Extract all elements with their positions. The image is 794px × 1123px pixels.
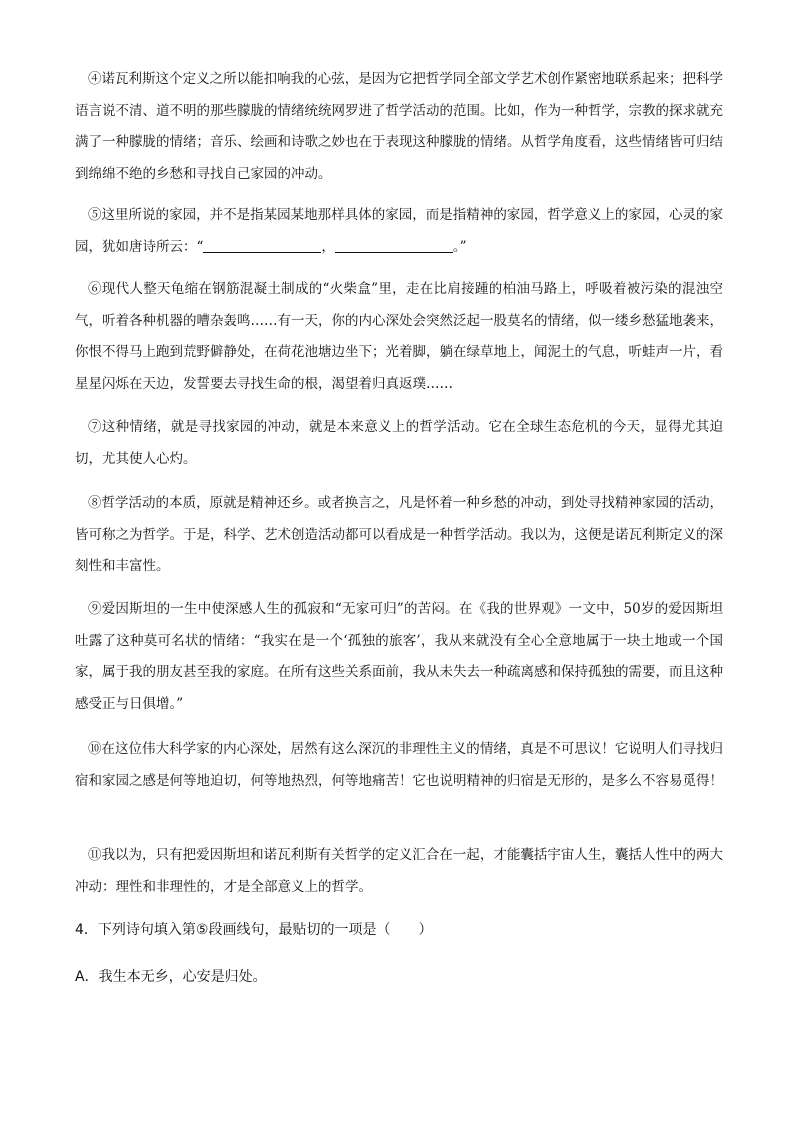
paragraph-11: ⑪我以为，只有把爱因斯坦和诺瓦利斯有关哲学的定义汇合在一起，才能囊括宇宙人生，囊括人性中的两大冲动：理性和非理性的，才是全部意义上的哲学。 <box>75 847 723 895</box>
paragraph-8: ⑧哲学活动的本质，原就是精神还乡。或者换言之，凡是怀着一种乡愁的冲动，到处寻找精神家园的活动，皆可称之为哲学。于是，科学、艺术创造活动都可以看成是一种哲学活动。我以为，这便是诺瓦利斯定义的深刻性和丰富性。 <box>75 495 723 574</box>
paragraph-9: ⑨爱因斯坦的一生中使深感人生的孤寂和“无家可归”的苦闷。在《我的世界观》一文中，50岁的爱因斯坦吐露了这种莫可名状的情绪：“我实在是一个‘孤独的旅客’，我从来就没有全心全意地属于一块土地或一个国家，属于我的朋友甚至我的家庭。在所有这些关系面前，我从未失去一种疏离感和保持孤独的需要，而且这种感受正与日俱增。” <box>75 601 723 712</box>
paragraph-10: ⑩在这位伟大科学家的内心深处，居然有这么深沉的非理性主义的情绪，真是不可思议！它说明人们寻找归宿和家园之感是何等地迫切，何等地热烈，何等地痛苦！它也说明精神的归宿是无形的，是多么不容易觅得！ <box>75 741 723 789</box>
paragraph-5-before: ⑤这里所说的家园，并不是指某园某地那样具体的家园，而是指精神的家园，哲学意义上的家园，心灵的家园，犹如唐诗所云：“ <box>75 207 723 255</box>
paragraph-7: ⑦这种情绪，就是寻找家园的冲动，就是本来意义上的哲学活动。它在全球生态危机的今天，显得尤其迫切，尤其使人心灼。 <box>75 419 723 467</box>
paragraph-5 <box>75 200 723 263</box>
paragraph-6: ⑥现代人整天龟缩在钢筋混凝土制成的“火柴盒”里，走在比肩接踵的柏油马路上，呼吸着被污染的混浊空气，听着各种机器的嘈杂轰鸣……有一天，你的内心深处会突然泛起一股莫名的情绪，似一缕乡愁猛地袭来，你恨不得马上跑到荒野僻静处，在荷花池塘边坐下；光着脚，躺在绿草地上，闻泥土的气息，听蛙声一片，看星星闪烁在天边，发誓要去寻找生命的根，渴望着归真返璞…… <box>75 281 723 392</box>
fill-blank-2[interactable] <box>335 238 453 253</box>
fill-blank-1[interactable] <box>203 238 321 253</box>
question-stem: 4．下列诗句填入第⑤段画线句，最贴切的一项是（ ） <box>75 922 433 938</box>
paragraph-4: ④诺瓦利斯这个定义之所以能扣响我的心弦，是因为它把哲学同全部文学艺术创作紧密地联系起来；把科学语言说不清、道不明的那些朦胧的情绪统统网罗进了哲学活动的范围。比如，作为一种哲学，宗教的探求就充满了一种朦胧的情绪；音乐、绘画和诗歌之妙也在于表现这种朦胧的情绪。从哲学角度看，这些情绪皆可归结到绵绵不绝的乡愁和寻找自己家园的冲动。 <box>75 71 723 182</box>
option-a[interactable]: A．我生本无乡，心安是归处。 <box>75 969 267 985</box>
paragraph-5-middle: ， <box>321 238 335 255</box>
paragraph-5-after: 。” <box>452 238 467 255</box>
